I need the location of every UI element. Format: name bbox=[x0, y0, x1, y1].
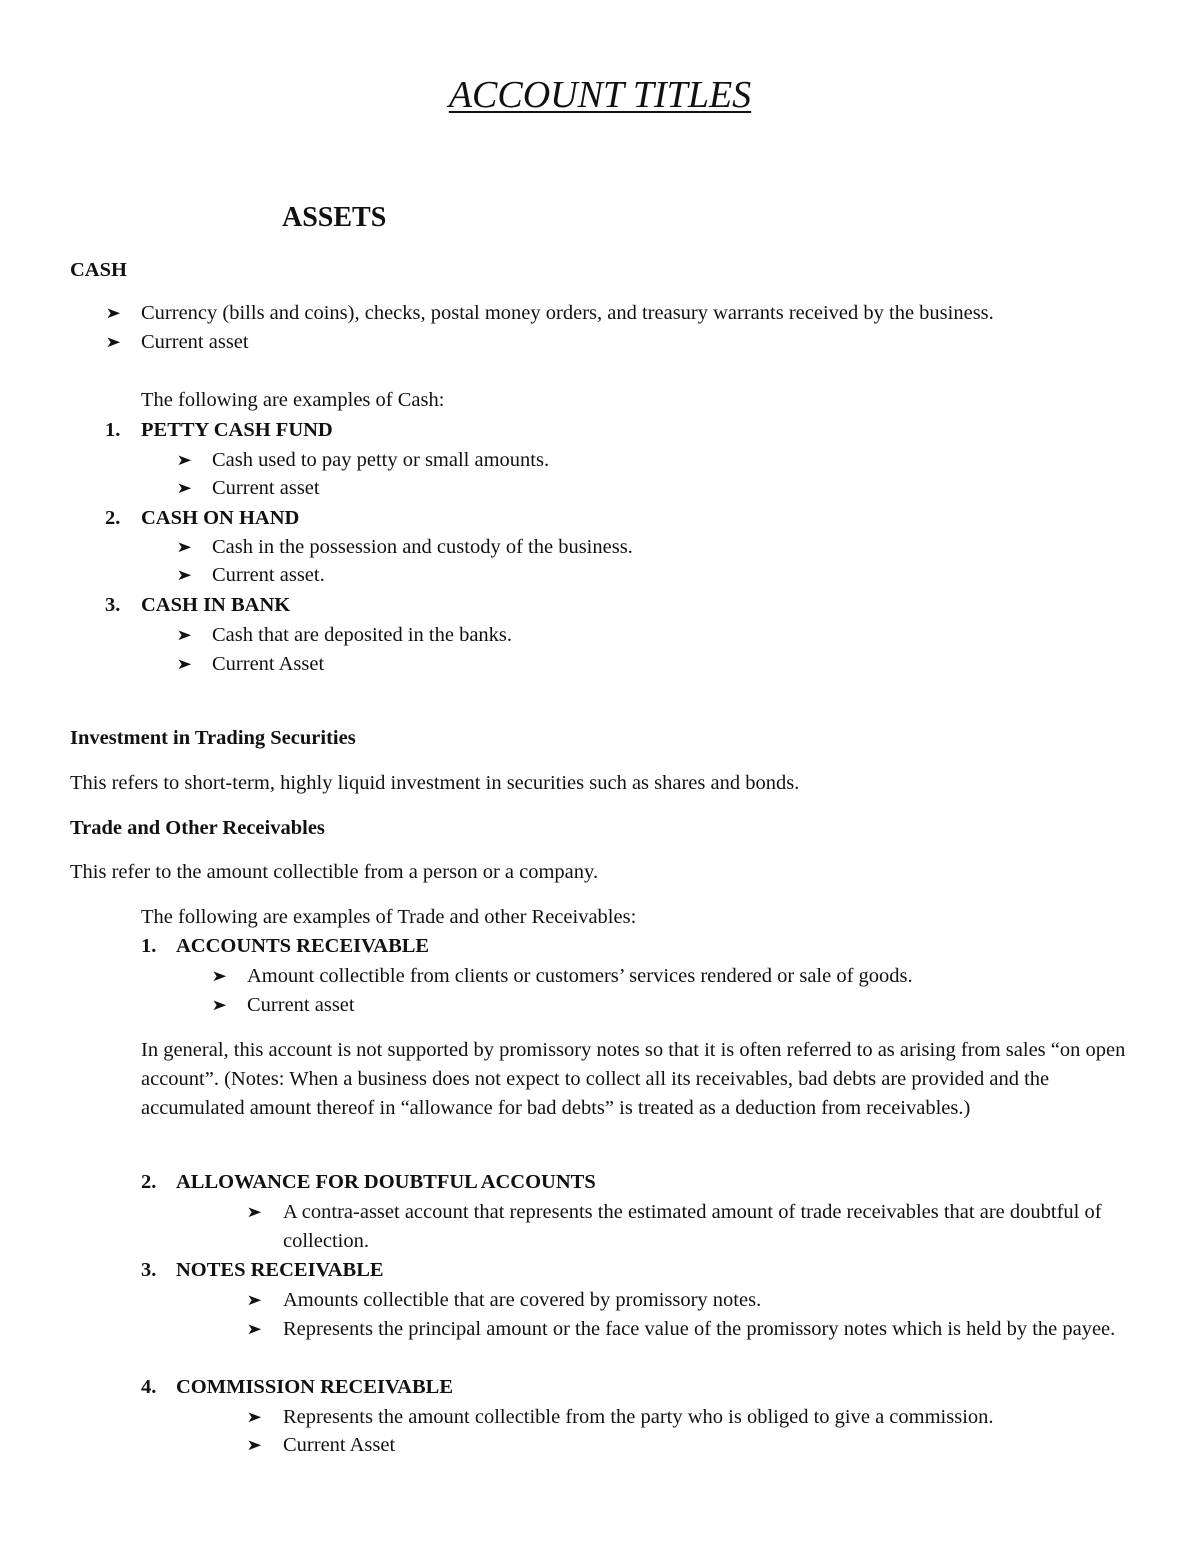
page-title: ACCOUNT TITLES bbox=[448, 74, 752, 116]
investment-text: This refers to short-term, highly liquid investment in securities such as shares and bonds. bbox=[70, 772, 800, 794]
list-item-bullet: Represents the amount collectible from the party who is obliged to give a commission. bbox=[283, 1406, 994, 1428]
list-item-title: PETTY CASH FUND bbox=[141, 419, 333, 441]
cash-bullet-1: Currency (bills and coins), checks, postal money orders, and treasury warrants received by the business. bbox=[141, 302, 994, 324]
list-item-bullet: Current asset. bbox=[212, 564, 325, 586]
list-number: 4. bbox=[141, 1376, 157, 1398]
arrowhead-bullet-icon: ➤ bbox=[176, 538, 193, 556]
arrowhead-bullet-icon: ➤ bbox=[105, 333, 122, 351]
list-item-title: ALLOWANCE FOR DOUBTFUL ACCOUNTS bbox=[176, 1171, 596, 1193]
arrowhead-bullet-icon: ➤ bbox=[105, 304, 122, 322]
arrowhead-bullet-icon: ➤ bbox=[246, 1436, 263, 1454]
cash-heading: CASH bbox=[70, 259, 127, 281]
list-number: 1. bbox=[141, 935, 157, 957]
list-item-title: NOTES RECEIVABLE bbox=[176, 1259, 384, 1281]
list-item-title: COMMISSION RECEIVABLE bbox=[176, 1376, 454, 1398]
receivables-heading: Trade and Other Receivables bbox=[70, 817, 325, 839]
list-item-title: CASH IN BANK bbox=[141, 594, 291, 616]
receivables-examples-intro: The following are examples of Trade and other Receivables: bbox=[141, 906, 637, 928]
arrowhead-bullet-icon: ➤ bbox=[211, 967, 228, 985]
list-item-bullet: Amounts collectible that are covered by promissory notes. bbox=[283, 1289, 762, 1311]
list-item-bullet: Cash that are deposited in the banks. bbox=[212, 624, 513, 646]
list-number: 3. bbox=[105, 594, 121, 616]
section-heading-assets: ASSETS bbox=[282, 202, 387, 233]
list-item-bullet: Represents the principal amount or the face value of the promissory notes which is held by the payee. bbox=[283, 1318, 1116, 1340]
arrowhead-bullet-icon: ➤ bbox=[176, 655, 193, 673]
arrowhead-bullet-icon: ➤ bbox=[176, 479, 193, 497]
arrowhead-bullet-icon: ➤ bbox=[211, 996, 228, 1014]
list-item-bullet: Cash used to pay petty or small amounts. bbox=[212, 449, 550, 471]
list-item-bullet: A contra-asset account that represents the estimated amount of trade receivables that are doubtful of collection. bbox=[283, 1201, 1102, 1252]
arrowhead-bullet-icon: ➤ bbox=[246, 1320, 263, 1338]
receivables-text: This refer to the amount collectible from a person or a company. bbox=[70, 861, 599, 883]
list-number: 2. bbox=[105, 507, 121, 529]
list-item-bullet: Amount collectible from clients or customers’ services rendered or sale of goods. bbox=[247, 965, 913, 987]
arrowhead-bullet-icon: ➤ bbox=[176, 626, 193, 644]
receivables-note: In general, this account is not supported by promissory notes so that it is often referred to as arising from sales “on open account”. (Notes: When a business does not expect to collect all its receivables, bad debts are provided and the accumulated amount thereof in “allowance for bad debts” is treated as a deduction from receivables.) bbox=[141, 1039, 1126, 1119]
list-item-bullet: Current Asset bbox=[283, 1434, 396, 1456]
list-number: 2. bbox=[141, 1171, 157, 1193]
list-item-bullet: Current Asset bbox=[212, 653, 325, 675]
cash-examples-intro: The following are examples of Cash: bbox=[141, 389, 445, 411]
arrowhead-bullet-icon: ➤ bbox=[176, 451, 193, 469]
list-item-title: ACCOUNTS RECEIVABLE bbox=[176, 935, 430, 957]
list-item-bullet: Current asset bbox=[247, 994, 355, 1016]
list-item-title: CASH ON HAND bbox=[141, 507, 300, 529]
arrowhead-bullet-icon: ➤ bbox=[246, 1203, 263, 1221]
list-number: 1. bbox=[105, 419, 121, 441]
list-number: 3. bbox=[141, 1259, 157, 1281]
arrowhead-bullet-icon: ➤ bbox=[176, 566, 193, 584]
investment-heading: Investment in Trading Securities bbox=[70, 727, 356, 749]
arrowhead-bullet-icon: ➤ bbox=[246, 1408, 263, 1426]
arrowhead-bullet-icon: ➤ bbox=[246, 1291, 263, 1309]
cash-bullet-2: Current asset bbox=[141, 331, 249, 353]
list-item-bullet: Current asset bbox=[212, 477, 320, 499]
list-item-bullet: Cash in the possession and custody of the business. bbox=[212, 536, 633, 558]
